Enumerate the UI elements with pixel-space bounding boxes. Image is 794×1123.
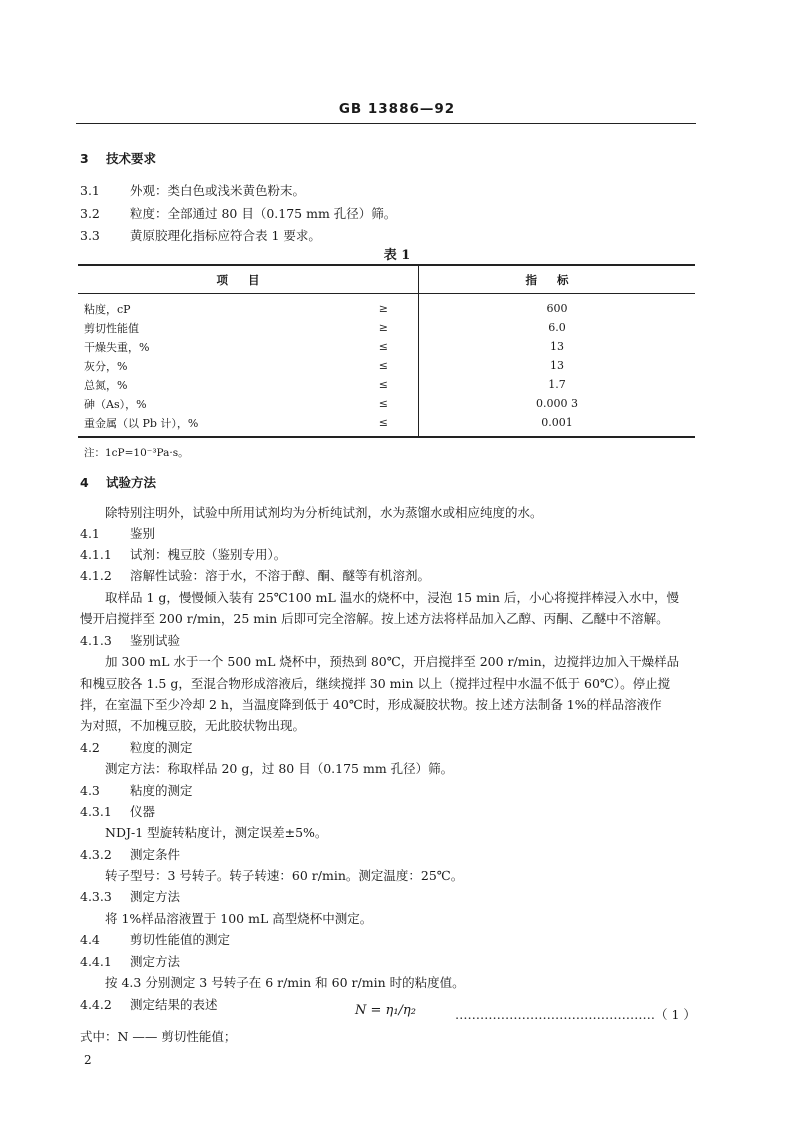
paragraph-line: 拌，在室温下至少冷却 2 h，当温度降到低于 40℃时，形成凝胶状物。按上述方法制备 1%的样品溶液作: [80, 697, 662, 712]
page-header: GB 13886—92: [338, 101, 456, 117]
equation: N = η₁/η₂: [355, 1003, 416, 1018]
paragraph-line: 加 300 mL 水于一个 500 mL 烧杯中，预热到 80℃，开启搅拌至 200 r/min，边搅拌边加入干燥样品: [105, 654, 680, 669]
paragraph-line: 慢开启搅拌至 200 r/min，25 min 后即可完全溶解。按上述方法将样品加入乙醇、丙酮、乙醚中不溶解。: [80, 611, 669, 626]
paragraph-line: 按 4.3 分别测定 3 号转子在 6 r/min 和 60 r/min 时的粘度值。: [105, 975, 465, 990]
table-row: 剪切性能值 ≥ 6.0: [78, 318, 695, 337]
section-number: 4: [80, 475, 89, 490]
table-row: 砷（As），% ≤ 0.000 3: [78, 394, 695, 413]
column-header-item: 项目: [78, 265, 419, 294]
equation-label: …………………………………………（ 1 ）: [455, 1007, 696, 1022]
page-number: 2: [84, 1053, 92, 1067]
clause-4-3: 4.3 粘度的测定: [80, 783, 193, 798]
table-caption: 表 1: [383, 248, 411, 263]
paragraph-line: 取样品 1 g，慢慢倾入装有 25℃100 mL 温水的烧杯中，浸泡 15 min 后，小心将搅拌棒浸入水中，慢: [105, 590, 679, 605]
header-rule: [76, 123, 696, 124]
paragraph-line: 转子型号：3 号转子。转子转速：60 r/min。测定温度：25℃。: [105, 868, 464, 883]
table-header-row: [78, 265, 695, 294]
clause-4-1-1: 4.1.1 试剂：槐豆胶（鉴别专用）。: [80, 547, 287, 562]
table-note: 注：1cP=10⁻³Pa·s。: [84, 447, 189, 459]
clause-4-1: 4.1 鉴别: [80, 526, 156, 541]
clause-3-1: 3.1 外观：类白色或浅米黄色粉末。: [80, 183, 306, 198]
table-row: 干燥失重，% ≤ 13: [78, 337, 695, 356]
paragraph-line: 测定方法：称取样品 20 g，过 80 目（0.175 mm 孔径）筛。: [105, 761, 454, 776]
intro-paragraph: 除特别注明外，试验中所用试剂均为分析纯试剂，水为蒸馏水或相应纯度的水。: [105, 505, 543, 520]
clause-4-3-1: 4.3.1 仪器: [80, 804, 156, 819]
section-title: 技术要求: [106, 151, 157, 166]
column-header-value: 指标: [419, 265, 696, 294]
clause-4-4-1: 4.4.1 测定方法: [80, 954, 181, 969]
clause-4-1-3: 4.1.3 鉴别试验: [80, 633, 181, 648]
section-title: 试验方法: [106, 475, 157, 490]
clause-4-3-3: 4.3.3 测定方法: [80, 889, 181, 904]
clause-3-2: 3.2 粒度：全部通过 80 目（0.175 mm 孔径）筛。: [80, 206, 397, 221]
paragraph-line: NDJ-1 型旋转粘度计，测定误差±5%。: [105, 825, 328, 840]
clause-4-2: 4.2 粒度的测定: [80, 740, 193, 755]
clause-4-4: 4.4 剪切性能值的测定: [80, 932, 231, 947]
clause-4-4-2: 4.4.2 测定结果的表述: [80, 997, 218, 1012]
clause-4-3-2: 4.3.2 测定条件: [80, 847, 181, 862]
section-number: 3: [80, 151, 89, 166]
table-row: 重金属（以 Pb 计），% ≤ 0.001: [78, 413, 695, 437]
clause-4-1-2: 4.1.2 溶解性试验：溶于水，不溶于醇、酮、醚等有机溶剂。: [80, 568, 431, 583]
where-clause: 式中：N —— 剪切性能值；: [80, 1029, 237, 1044]
table-row: 总氮，% ≤ 1.7: [78, 375, 695, 394]
table-row: 灰分，% ≤ 13: [78, 356, 695, 375]
spec-table: [78, 264, 695, 438]
table-row: 粘度，cP ≥ 600: [78, 294, 695, 319]
clause-3-3: 3.3 黄原胶理化指标应符合表 1 要求。: [80, 228, 321, 243]
paragraph-line: 为对照，不加槐豆胶，无此胶状物出现。: [80, 718, 306, 733]
section-4-heading: [80, 473, 156, 491]
paragraph-line: 将 1%样品溶液置于 100 mL 高型烧杯中测定。: [105, 911, 373, 926]
paragraph-line: 和槐豆胶各 1.5 g，至混合物形成溶液后，继续搅拌 30 min 以上（搅拌过程中水温不低于 60℃）。停止搅: [80, 676, 671, 691]
section-3-heading: [80, 149, 156, 167]
